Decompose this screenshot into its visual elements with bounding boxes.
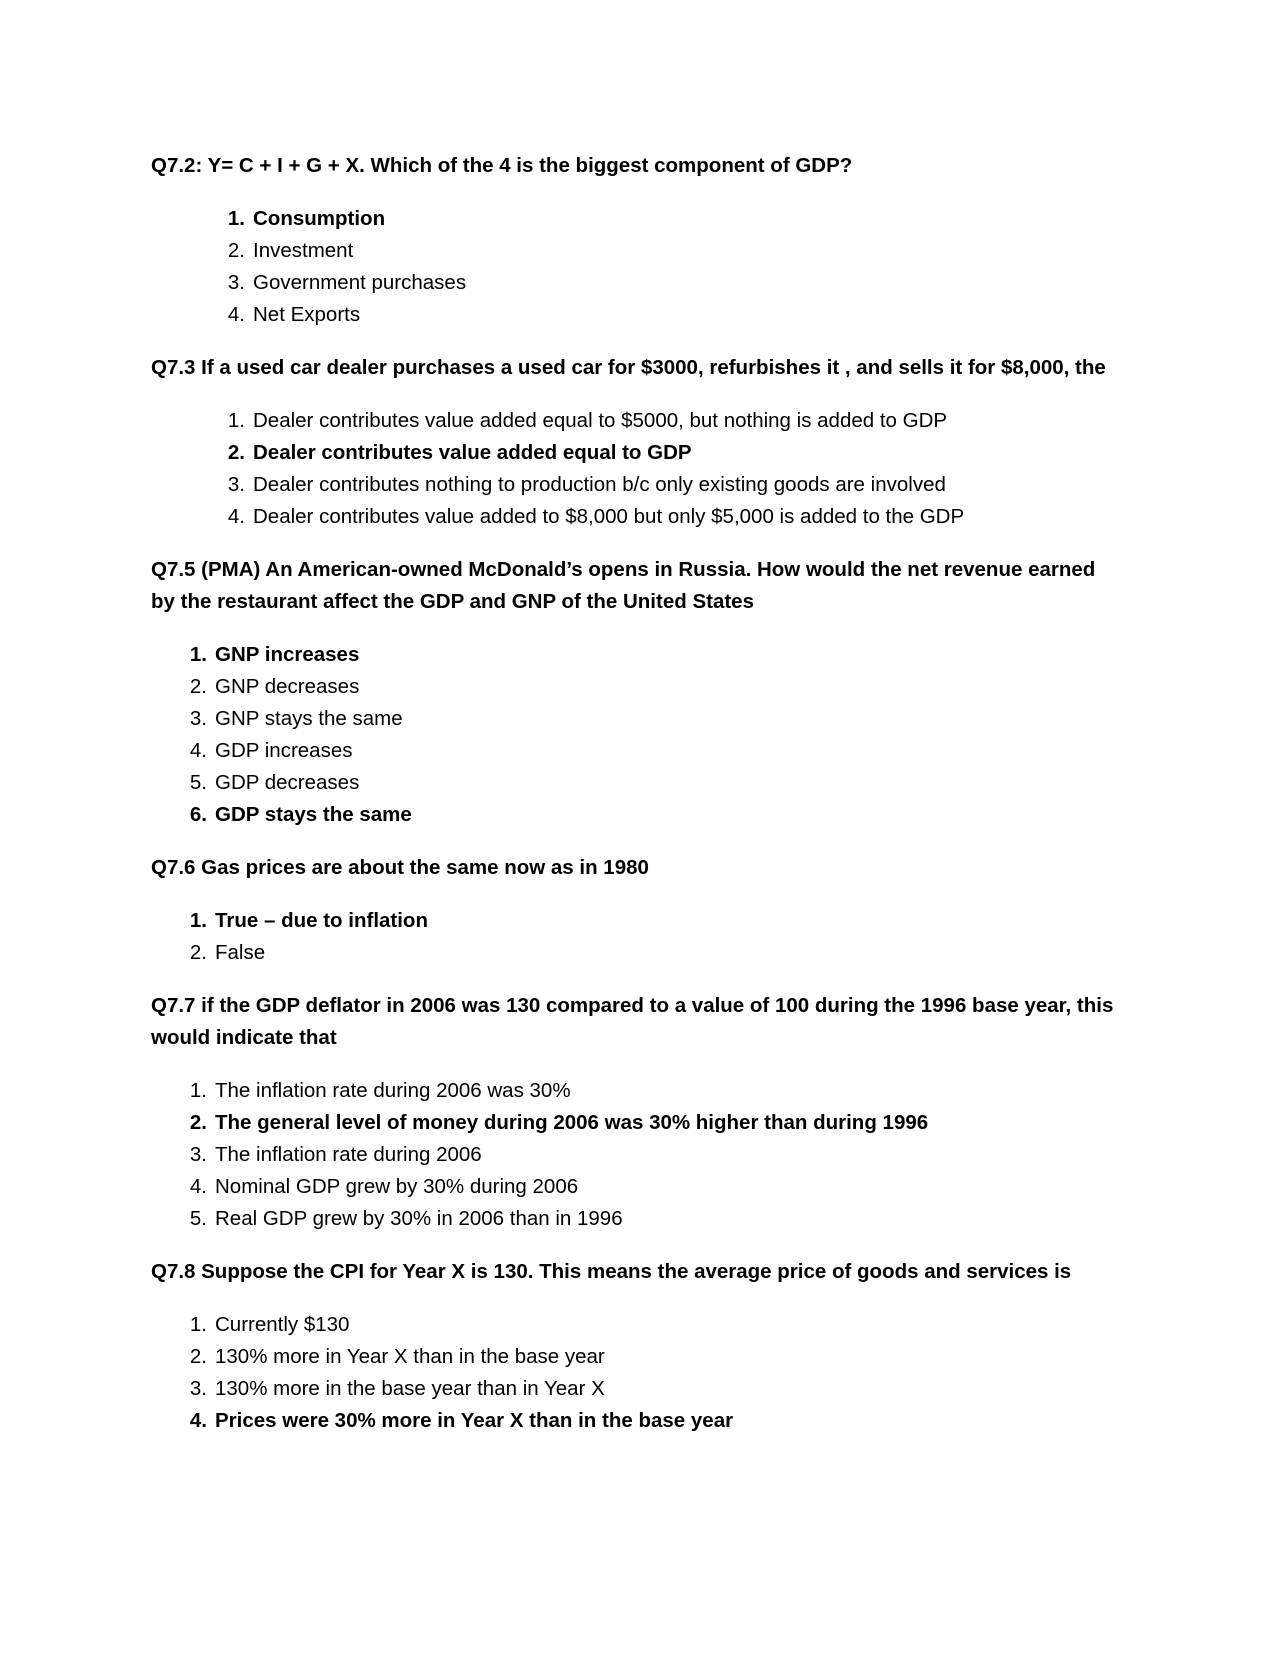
question-q7-5: Q7.5 (PMA) An American-owned McDonald’s opens in Russia. How would the net revenue earned by the restaurant affect the GDP and GNP of the United States (151, 558, 1096, 613)
question-q7-2: Q7.2: Y= C + I + G + X. Which of the 4 is the biggest component of GDP? (151, 154, 853, 177)
document-page: Q7.2: Y= C + I + G + X. Which of the 4 is the biggest component of GDP? 1. Consumption 2. Investment 3. Government purchases 4. Net Exports Q7.3 If a used car dealer purchases a used car for $3000, refurbishes it , and sells it for $8,000, the 1. Dealer contributes value added equal to $5000, but nothing is added to GDP 2. Dealer contributes value added equal to GDP 3. Dealer contributes nothing to production b/c only existing goods are involved 4. Dealer contributes value added to $8,000 but only $5,000 is added to the GDP Q7.5 (PMA) An American-owned McDonald’s opens in Russia. How would the net revenue earned by the restaurant affect the GDP and GNP of the United States 1. GNP increases 2. GNP decreases 3. GNP stays the same 4. GDP increases 5. GDP decreases 6. GDP stays the same Q7.6 Gas prices are about the same now as in 1980 1. True – due to inflation 2. False Q7.7 if the GDP deflator in 2006 was 130 compared to a value of 100 during the 1996 base year, this would indicate that 1. The inflation rate during 2006 was 30% 2. The general level of money during 2006 was 30% higher than during 1996 3. The inflation rate during 2006 4. Nominal GDP grew by 30% during 2006 5. Real GDP grew by 30% in 2006 than in 1996 Q7.8 Suppose the CPI for Year X is 130. This means the average price of goods and services is 1. Currently $130 2. 130% more in Year X than in the base year 3. 130% more in the base year than in Year X 4. Prices were 30% more in Year X than in the base year (0, 0, 1280, 1656)
question-q7-7: Q7.7 if the GDP deflator in 2006 was 130 compared to a value of 100 during the 1996 base year, this would indicate that (151, 994, 1114, 1049)
question-q7-3: Q7.3 If a used car dealer purchases a used car for $3000, refurbishes it , and sells it for $8,000, the (151, 356, 1106, 379)
question-q7-6: Q7.6 Gas prices are about the same now as in 1980 (151, 856, 649, 879)
question-q7-8: Q7.8 Suppose the CPI for Year X is 130. This means the average price of goods and services is (151, 1260, 1072, 1283)
